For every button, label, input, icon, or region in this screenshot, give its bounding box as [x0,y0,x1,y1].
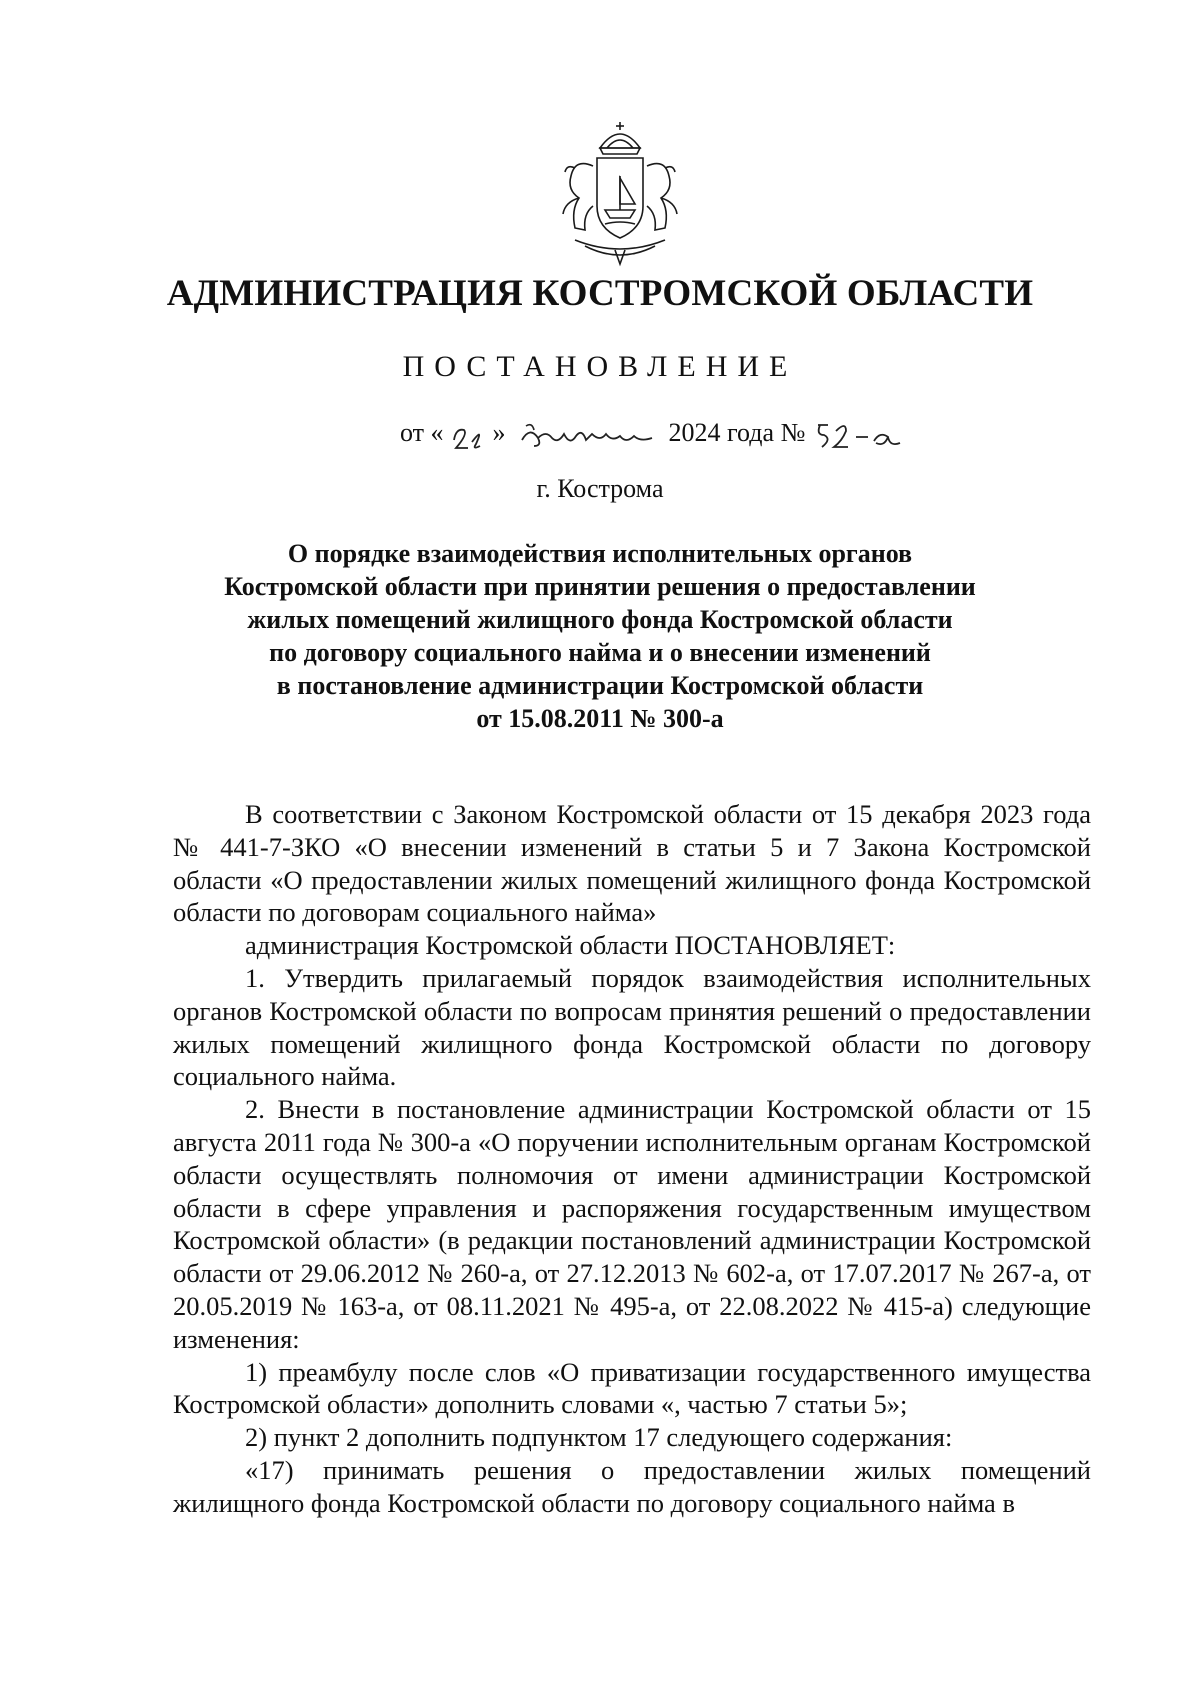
subject-line: жилых помещений жилищного фонда Костромской области [247,605,953,634]
handwritten-month [512,416,662,454]
subject-line: Костромской области при принятии решения о предоставлении [224,572,976,601]
subject-line: О порядке взаимодействия исполнительных органов [287,539,913,568]
organization-title: АДМИНИСТРАЦИЯ КОСТРОМСКОЙ ОБЛАСТИ [166,273,1034,314]
date-day-suffix: » [492,417,506,447]
subject-line: по договору социального найма и о внесении изменений [269,638,931,667]
body-paragraph: 1) преамбулу после слов «О приватизации государственного имущества Костромской области» дополнить словами «, частью 7 статьи 5»; [173,1356,1091,1420]
subject-line: от 15.08.2011 № 300-а [476,704,724,733]
handwritten-number [812,417,908,453]
date-year: 2024 года № [668,417,806,447]
document-date-line [400,416,908,454]
subject-line: в постановление администрации Костромской области [276,671,924,700]
body-paragraph: 2) пункт 2 дополнить подпунктом 17 следующего содержания: [245,1422,953,1453]
coat-of-arms-icon [545,118,695,268]
city-name: г. Кострома [536,474,664,503]
body-paragraph: 2. Внести в постановление администрации Костромской области от 15 августа 2011 года № 300-а «О поручении исполнительным органам Костромской области осуществлять полномочия от имени администрации Костромской области в сфере управления и распоряжения государственным имуществом Костромской области» (в редакции постановлений администрации Костромской области от 29.06.2012 № 260-а, от 27.12.2013 № 602-а, от 17.07.2017 № 267-а, от 20.05.2019 № 163-а, от 08.11.2021 № 495-а, от 22.08.2022 № 415-а) следующие изменения: [173,1094,1091,1354]
date-prefix: от « [400,417,444,447]
body-paragraph: «17) принимать решения о предоставлении жилых помещений жилищного фонда Костромской области по договору социального найма в [173,1454,1091,1518]
body-paragraph: 1. Утвердить прилагаемый порядок взаимодействия исполнительных органов Костромской области по вопросам принятия решений о предоставлении жилых помещений жилищного фонда Костромской области по договору социального найма. [173,962,1091,1092]
document-subject [150,537,1050,735]
body-paragraph: администрация Костромской области ПОСТАНОВЛЯЕТ: [245,930,896,961]
handwritten-day [450,418,486,452]
body-paragraph: В соответствии с Законом Костромской области от 15 декабря 2023 года № 441-7-ЗКО «О внесении изменений в статьи 5 и 7 Закона Костромской области «О предоставлении жилых помещений жилищного фонда Костромской области по договорам социального найма» [173,799,1091,928]
document-body [173,798,1091,1520]
document-type: ПОСТАНОВЛЕНИЕ [402,350,798,383]
